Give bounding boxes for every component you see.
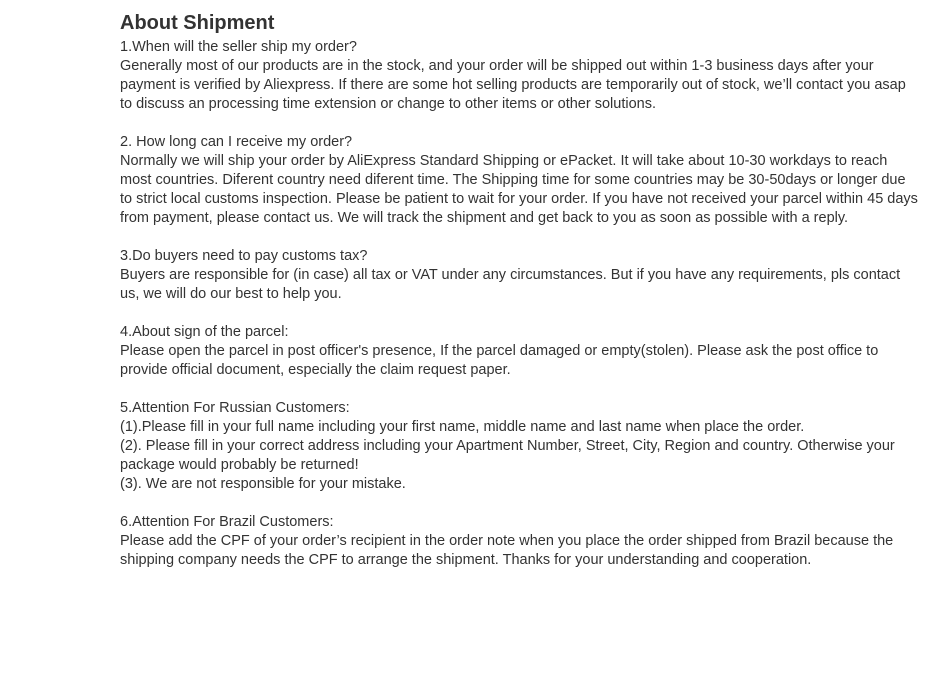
section-heading: 1.When will the seller ship my order? <box>120 39 357 55</box>
section-heading: 5.Attention For Russian Customers: <box>120 400 350 416</box>
section-body: (1).Please fill in your full name including your first name, middle name and last name when place the order. <box>120 419 805 435</box>
section-customs-tax <box>120 247 920 304</box>
section-delivery-time <box>120 133 920 228</box>
page-title: About Shipment <box>120 12 275 34</box>
section-body: (2). Please fill in your correct address including your Apartment Number, Street, City, Region and country. Otherwise your package would probably be returned! <box>120 438 899 473</box>
section-body: Please open the parcel in post officer's presence, If the parcel damaged or empty(stolen). Please ask the post office to provide official document, especially the claim request paper. <box>120 343 883 378</box>
section-body: Please add the CPF of your order’s recipient in the order note when you place the order shipped from Brazil because the shipping company needs the CPF to arrange the shipment. Thanks for your understanding and cooperation. <box>120 533 898 568</box>
section-heading: 3.Do buyers need to pay customs tax? <box>120 248 368 264</box>
section-heading: 6.Attention For Brazil Customers: <box>120 514 334 530</box>
section-heading: 2. How long can I receive my order? <box>120 134 353 150</box>
section-parcel-sign <box>120 323 920 380</box>
section-body: Normally we will ship your order by AliExpress Standard Shipping or ePacket. It will take about 10-30 workdays to reach most countries. Diferent country need diferent time. The Shipping time for some countries may be 30-50days or longer due to strict local customs inspection. Please be patient to wait for your order. If you have not received your parcel within 45 days from payment, please contact us. We will track the shipment and get back to you as soon as possible with a reply. <box>120 153 922 226</box>
shipment-info-panel <box>120 10 920 589</box>
section-body: (3). We are not responsible for your mistake. <box>120 476 406 492</box>
section-body: Buyers are responsible for (in case) all tax or VAT under any circumstances. But if you have any requirements, pls contact us, we will do our best to help you. <box>120 267 905 302</box>
section-heading: 4.About sign of the parcel: <box>120 324 289 340</box>
section-brazil-customers <box>120 513 920 570</box>
section-russian-customers <box>120 399 920 494</box>
section-body: Generally most of our products are in the stock, and your order will be shipped out within 1-3 business days after your payment is verified by Aliexpress. If there are some hot selling products are temporarily out of stock, we’ll contact you asap to discuss an processing time extension or change to other items or other solutions. <box>120 58 910 112</box>
section-ship-time <box>120 38 920 114</box>
